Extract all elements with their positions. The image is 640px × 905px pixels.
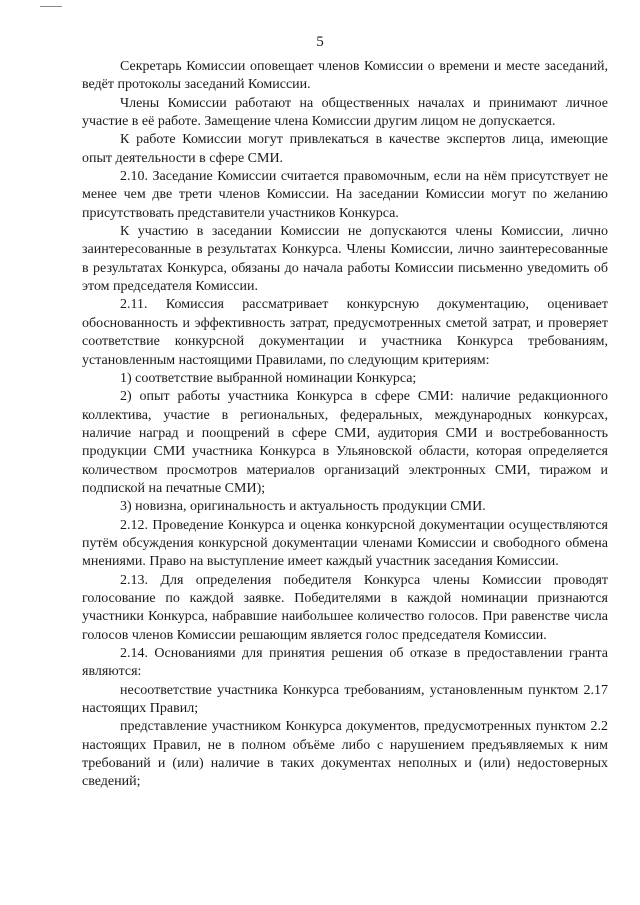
body-text [82, 58, 608, 792]
page-number: 5 [316, 34, 324, 50]
paragraph: Секретарь Комиссии оповещает членов Комиссии о времени и месте заседаний, ведёт протоколы заседаний Комиссии. [82, 59, 608, 93]
paragraph: 2.11. Комиссия рассматривает конкурсную документацию, оценивает обоснованность и эффективность затрат, предусмотренных сметой затрат, и проверяет соответствие конкурсной документации и участника Конкурса требованиям, установленным настоящими Правилами, по следующим критериям: [82, 297, 608, 368]
list-item: 3) новизна, оригинальность и актуальность продукции СМИ. [120, 499, 486, 515]
list-item: представление участником Конкурса документов, предусмотренных пунктом 2.2 настоящих Правил, не в полном объёме либо с нарушением предъявляемых к ним требований и (или) наличие в таких документах неполных и (или) недостоверных сведений; [82, 719, 608, 790]
scan-mark [40, 6, 62, 9]
list-item: 2) опыт работы участника Конкурса в сфере СМИ: наличие редакционного коллектива, участие в региональных, федеральных, международных конкурсах, наличие наград и поощрений в сфере СМИ, аудитория СМИ и востребованность продукции СМИ участника Конкурса в Ульяновской области, которая определяется количеством просмотров материалов организаций электронных СМИ, тиражом и подпиской на печатные СМИ); [82, 389, 608, 496]
paragraph: 2.12. Проведение Конкурса и оценка конкурсной документации осуществляются путём обсуждения конкурсной документации членами Комиссии и свободного обмена мнениями. Право на выступление имеет каждый участник заседания Комиссии. [82, 517, 608, 570]
paragraph: 2.10. Заседание Комиссии считается правомочным, если на нём присутствует не менее чем две трети членов Комиссии. На заседании Комиссии могут по желанию присутствовать представители участников Конкурса. [82, 169, 608, 221]
list-item: несоответствие участника Конкурса требованиям, установленным пунктом 2.17 настоящих Правил; [82, 682, 608, 717]
paragraph: К участию в заседании Комиссии не допускаются члены Комиссии, лично заинтересованные в результатах Конкурса. Члены Комиссии, лично заинтересованные в результатах Конкурса, обязаны до начала работы Комиссии письменно уведомить об этом председателя Комиссии. [82, 224, 608, 295]
list-item: 1) соответствие выбранной номинации Конкурса; [120, 370, 417, 386]
paragraph: Члены Комиссии работают на общественных началах и принимают личное участие в её работе. Замещение члена Комиссии другим лицом не допускается. [82, 95, 608, 130]
paragraph: 2.13. Для определения победителя Конкурса члены Комиссии проводят голосование по каждой заявке. Победителями в каждой номинации признаются участники Конкурса, набравшие наибольшее количество голосов. При равенстве числа голосов членов Комиссии решающим является голос председателя Комиссии. [82, 572, 608, 643]
paragraph: К работе Комиссии могут привлекаться в качестве экспертов лица, имеющие опыт деятельности в сфере СМИ. [82, 132, 608, 166]
paragraph: 2.14. Основаниями для принятия решения об отказе в предоставлении гранта являются: [82, 646, 608, 680]
